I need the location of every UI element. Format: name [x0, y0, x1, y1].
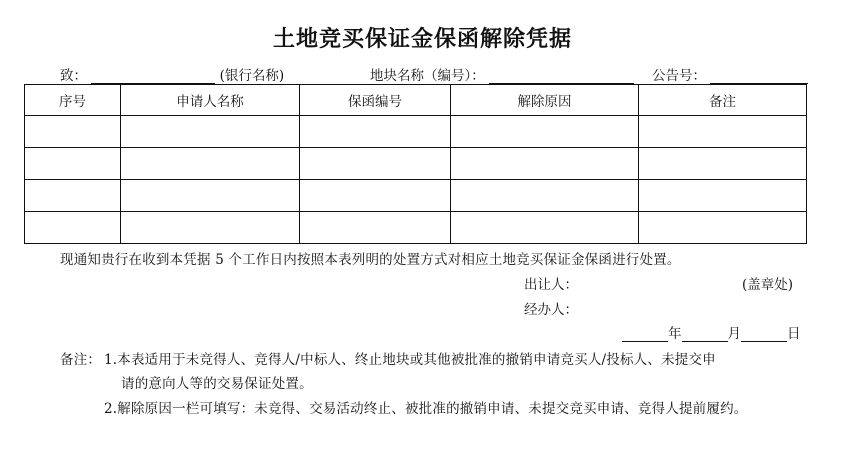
column-header-applicant: 申请人名称 — [121, 85, 300, 116]
table-cell[interactable] — [121, 148, 300, 180]
notice-text: 现通知贵行在收到本凭据 5 个工作日内按照本表列明的处置方式对相应土地竞买保证金保函进行处置。 — [60, 252, 681, 268]
table-cell[interactable] — [300, 212, 451, 244]
table-cell[interactable] — [25, 148, 121, 180]
column-header-guarantee-no: 保函编号 — [300, 85, 451, 116]
table-cell[interactable] — [451, 116, 639, 148]
day-label: 日 — [787, 326, 801, 342]
header-line — [60, 64, 284, 84]
notice-line — [652, 64, 808, 84]
table-cell[interactable] — [25, 180, 121, 212]
to-label: 致： — [60, 68, 87, 84]
table-cell[interactable] — [25, 212, 121, 244]
column-header-release-reason: 解除原因 — [451, 85, 639, 116]
parcel-name-field[interactable] — [489, 69, 634, 84]
month-field[interactable] — [682, 326, 728, 342]
remark-item-1-line-1: 1.本表适用于未竞得人、竞得人/中标人、终止地块或其他被批准的撤销申请竞买人/投标人、未提交申 — [104, 352, 716, 368]
notice-number-field[interactable] — [710, 69, 808, 84]
table-cell[interactable] — [451, 212, 639, 244]
table-header-row — [25, 85, 807, 116]
date-line — [622, 322, 801, 342]
remark-item-1-line-2: 请的意向人等的交易保证处置。 — [121, 376, 313, 392]
day-field[interactable] — [741, 326, 787, 342]
table-cell[interactable] — [639, 212, 807, 244]
parcel-line — [370, 64, 634, 84]
table-cell[interactable] — [121, 212, 300, 244]
table-cell[interactable] — [121, 180, 300, 212]
seal-label: (盖章处) — [742, 277, 794, 293]
column-header-serial: 序号 — [25, 85, 121, 116]
table-cell[interactable] — [121, 116, 300, 148]
bank-name-suffix: (银行名称) — [219, 68, 285, 84]
table-row — [25, 180, 807, 212]
table-cell[interactable] — [25, 116, 121, 148]
release-table — [24, 84, 807, 244]
handler-label: 经办人： — [524, 302, 578, 318]
document-title: 土地竞买保证金保函解除凭据 — [272, 26, 572, 52]
notice-number-label: 公告号： — [652, 68, 706, 84]
year-label: 年 — [668, 326, 682, 342]
remark-item-2: 2.解除原因一栏可填写：未竞得、交易活动终止、被批准的撤销申请、未提交竞买申请、竞得人提前履约。 — [104, 401, 748, 417]
table-cell[interactable] — [300, 148, 451, 180]
table-cell[interactable] — [639, 148, 807, 180]
table-cell[interactable] — [639, 116, 807, 148]
table-cell[interactable] — [300, 116, 451, 148]
table-row — [25, 148, 807, 180]
table-row — [25, 116, 807, 148]
table-cell[interactable] — [639, 180, 807, 212]
column-header-remarks: 备注 — [639, 85, 807, 116]
table-row — [25, 212, 807, 244]
assignor-label: 出让人： — [524, 277, 578, 293]
table-cell[interactable] — [451, 148, 639, 180]
year-field[interactable] — [622, 326, 668, 342]
bank-name-field[interactable] — [91, 69, 215, 84]
table-cell[interactable] — [300, 180, 451, 212]
month-label: 月 — [727, 326, 741, 342]
table-cell[interactable] — [451, 180, 639, 212]
remarks-label: 备注： — [60, 352, 102, 368]
parcel-label: 地块名称（编号）： — [370, 68, 485, 84]
